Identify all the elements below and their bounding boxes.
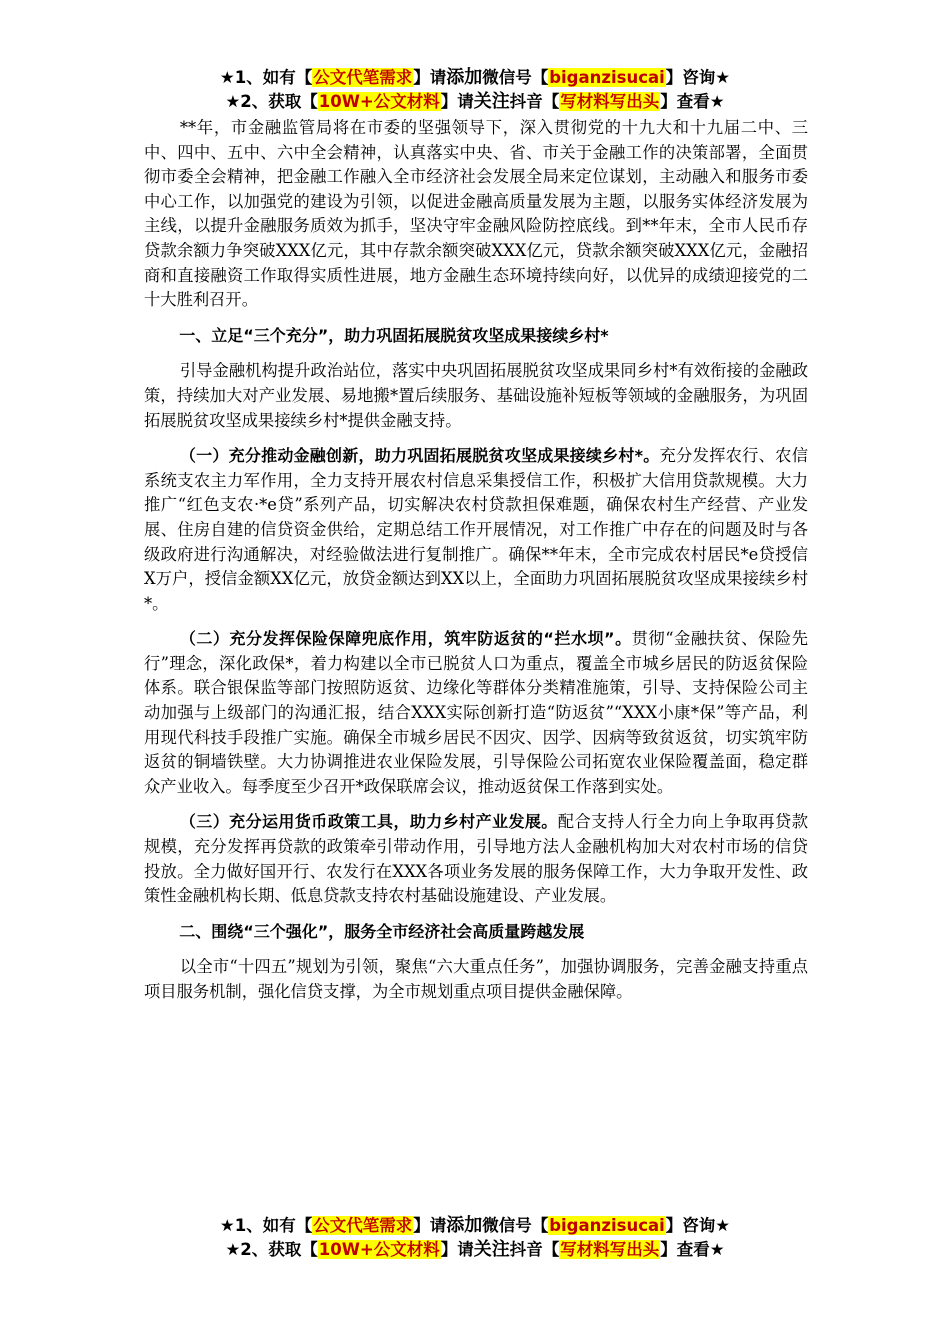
promo-emphasis: 添加	[446, 67, 483, 88]
promo-text: 】请	[440, 92, 474, 111]
promo-emphasis: 添加	[446, 1215, 483, 1236]
promo-highlight: 写材料写出头	[560, 1240, 660, 1259]
promo-highlight: 写材料写出头	[560, 92, 660, 111]
promo-text: 微信号【	[482, 1216, 549, 1235]
document-body	[144, 116, 808, 1016]
intro-paragraph: **年，市金融监管局将在市委的坚强领导下，深入贯彻党的十九大和十九届二中、三中、四中、五中、六中全会精神，认真落实中央、省、市关于金融工作的决策部署，全面贯彻市委全会精神，把金融工作融入全市经济社会发展全局来定位谋划，主动融入和服务市委中心工作，以加强党的建设为引领，以促进金融高质量发展为主题，以服务实体经济发展为主线，以提升金融服务质效为抓手，坚决守牢金融风险防控底线。到**年末，全市人民币存贷款余额力争突破XXX亿元，其中存款余额突破XXX亿元，贷款余额突破XXX亿元，金融招商和直接融资工作取得实质性进展，地方金融生态环境持续向好，以优异的成绩迎接党的二十大胜利召开。	[144, 118, 808, 310]
promo-highlight: 10W+公文材料	[318, 1240, 440, 1259]
promo-text: 抖音【	[509, 92, 560, 111]
section-1-paragraph: 引导金融机构提升政治站位，落实中央巩固拓展脱贫攻坚成果同乡村*有效衔接的金融政策，持续加大对产业发展、易地搬*置后续服务、基础设施补短板等领域的金融服务，为巩固拓展脱贫攻坚成果接续乡村*提供金融支持。	[144, 361, 808, 430]
promo-text: 】查看★	[660, 92, 725, 111]
promo-highlight: biganzisucai	[549, 68, 665, 87]
promo-banner-top	[0, 66, 950, 114]
promo-banner-bottom	[0, 1214, 950, 1262]
subsection-1-body: 充分发挥农行、农信系统支农主力军作用，全力支持开展农村信息采集授信工作，积极扩大信用贷款规模。大力推广“红色支农·*e贷”系列产品，切实解决农村贷款担保难题，确保农村生产经营、产业发展、住房自建的信贷资金供给，定期总结工作开展情况，对工作推广中存在的问题及时与各级政府进行沟通解决，对经验做法进行复制推广。确保**年末，全市完成农村居民*e贷授信X万户，授信金额XX亿元，放贷金额达到XX以上，全面助力巩固拓展脱贫攻坚成果接续乡村*。	[144, 446, 808, 613]
promo-emphasis: 关注	[473, 91, 510, 112]
promo-text: ★2、获取【	[225, 1240, 318, 1259]
subsection-1	[144, 444, 808, 616]
subsection-2-body: 贯彻“金融扶贫、保险先行”理念，深化政保*，着力构建以全市已脱贫人口为重点，覆盖全市城乡居民的防返贫保险体系。联合银保监等部门按照防返贫、边缘化等群体分类精准施策，引导、支持保险公司主动加强与上级部门的沟通汇报，结合XXX实际创新打造“防返贫”“XXX小康*保”等产品，利用现代科技手段推广实施。确保全市城乡居民不因灾、因学、因病等致贫返贫，切实筑牢防返贫的铜墙铁壁。大力协调推进农业保险发展，引导保险公司拓宽农业保险覆盖面，稳定群众产业收入。每季度至少召开*政保联席会议，推动返贫保工作落到实处。	[144, 629, 808, 796]
promo-highlight: biganzisucai	[549, 1216, 665, 1235]
promo-text: 抖音【	[509, 1240, 560, 1259]
promo-highlight: 公文代笔需求	[313, 68, 413, 87]
promo-line-2	[0, 90, 950, 114]
promo-text: 】咨询★	[665, 68, 731, 87]
subsection-3-title: （三）充分运用货币政策工具，助力乡村产业发展。	[179, 812, 558, 832]
promo-highlight: 公文代笔需求	[313, 1216, 413, 1235]
promo-text: 】请	[413, 1216, 447, 1235]
promo-emphasis: 关注	[473, 1239, 510, 1260]
subsection-3-body: 配合支持人行全力向上争取再贷款规模，充分发挥再贷款的政策牵引带动作用，引导地方法人金融机构加大对农村市场的信贷投放。全力做好国开行、农发行在XXX各项业务发展的服务保障工作，大力争取开发性、政策性金融机构长期、低息贷款支持农村基础设施建设、产业发展。	[144, 812, 808, 906]
subsection-1-title: （一）充分推动金融创新，助力巩固拓展脱贫攻坚成果接续乡村*。	[179, 446, 660, 466]
promo-text: 】请	[440, 1240, 474, 1259]
section-heading-2: 二、围绕“三个强化”，服务全市经济社会高质量跨越发展	[179, 921, 585, 941]
promo-line-1	[0, 66, 950, 90]
promo-text: 】咨询★	[665, 1216, 731, 1235]
section-heading-1: 一、立足“三个充分”，助力巩固拓展脱贫攻坚成果接续乡村*	[179, 325, 609, 345]
promo-text: ★2、获取【	[225, 92, 318, 111]
subsection-2	[144, 627, 808, 799]
promo-text: 】请	[413, 68, 447, 87]
promo-text: 】查看★	[660, 1240, 725, 1259]
promo-text: ★1、如有【	[219, 68, 313, 87]
subsection-2-title: （二）充分发挥保险保障兜底作用，筑牢防返贫的“拦水坝”。	[179, 629, 632, 649]
promo-text: ★1、如有【	[219, 1216, 313, 1235]
promo-line-2	[0, 1238, 950, 1262]
subsection-3	[144, 810, 808, 908]
promo-highlight: 10W+公文材料	[318, 92, 440, 111]
promo-line-1	[0, 1214, 950, 1238]
promo-text: 微信号【	[482, 68, 549, 87]
section-2-paragraph: 以全市“十四五”规划为引领，聚焦“六大重点任务”，加强协调服务，完善金融支持重点项目服务机制，强化信贷支撑，为全市规划重点项目提供金融保障。	[144, 957, 808, 1001]
